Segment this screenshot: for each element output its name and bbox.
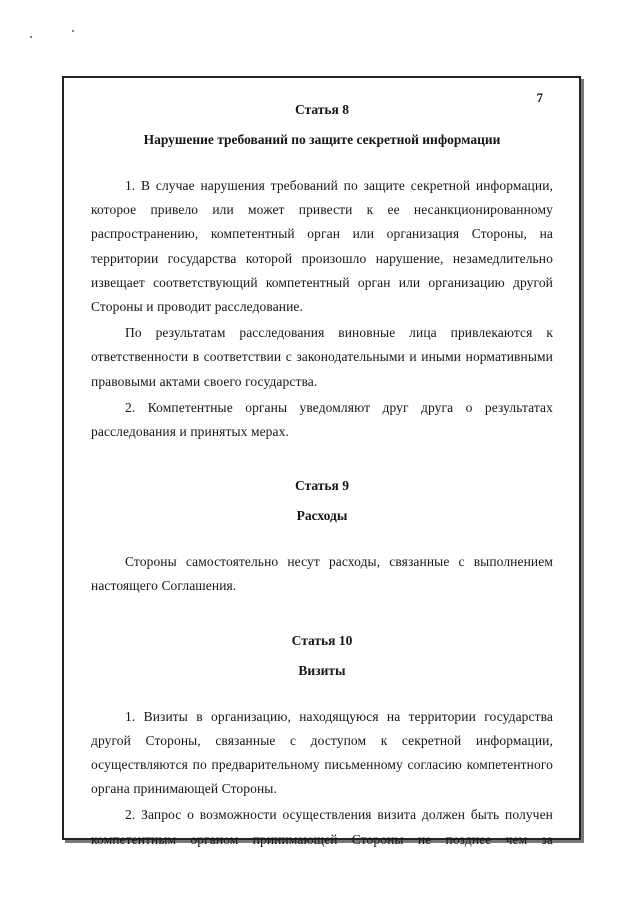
scan-specks — [30, 28, 90, 40]
article-heading: Статья 8 — [295, 102, 349, 117]
document-body — [91, 100, 553, 852]
article-paragraph: 1. Визиты в организацию, находящуюся на территории государства другой Стороны, связанные с доступом к секретной информации, осуществляются по предварительному письменному согласию компетентного органа принимающей Стороны. — [91, 708, 553, 797]
article-paragraph: По результатам расследования виновные лица привлекаются к ответственности в соответствии с законодательными и иными нормативными правовыми актами своего государства. — [91, 325, 553, 389]
article-title: Расходы — [296, 508, 348, 524]
article-paragraph: 2. Компетентные органы уведомляют друг друга о результатах расследования и принятых мерах. — [91, 399, 553, 440]
article-heading: Статья 9 — [295, 478, 349, 494]
article-title: Визиты — [298, 662, 346, 678]
article-8 — [91, 100, 553, 444]
page-number: 7 — [536, 90, 543, 105]
article-title: Нарушение требований по защите секретной информации — [143, 132, 501, 147]
article-paragraph: 1. В случае нарушения требований по защите секретной информации, которое привело или может привести к ее несанкционированному распространению, компетентный орган или организация Стороны, на территории государства которой произошло нарушение, незамедлительно извещает соответствующий компетентный орган или организацию другой Стороны и проводит расследование. — [91, 178, 553, 315]
page-frame — [62, 76, 581, 847]
article-10 — [91, 631, 553, 852]
article-heading: Статья 10 — [291, 632, 353, 648]
article-paragraph: Стороны самостоятельно несут расходы, связанные с выполнением настоящего Соглашения. — [91, 554, 553, 594]
article-paragraph: 2. Запрос о возможности осуществления визита должен быть получен компетентным органом принимающей Стороны не позднее чем за — [91, 807, 553, 847]
article-9 — [91, 476, 553, 598]
